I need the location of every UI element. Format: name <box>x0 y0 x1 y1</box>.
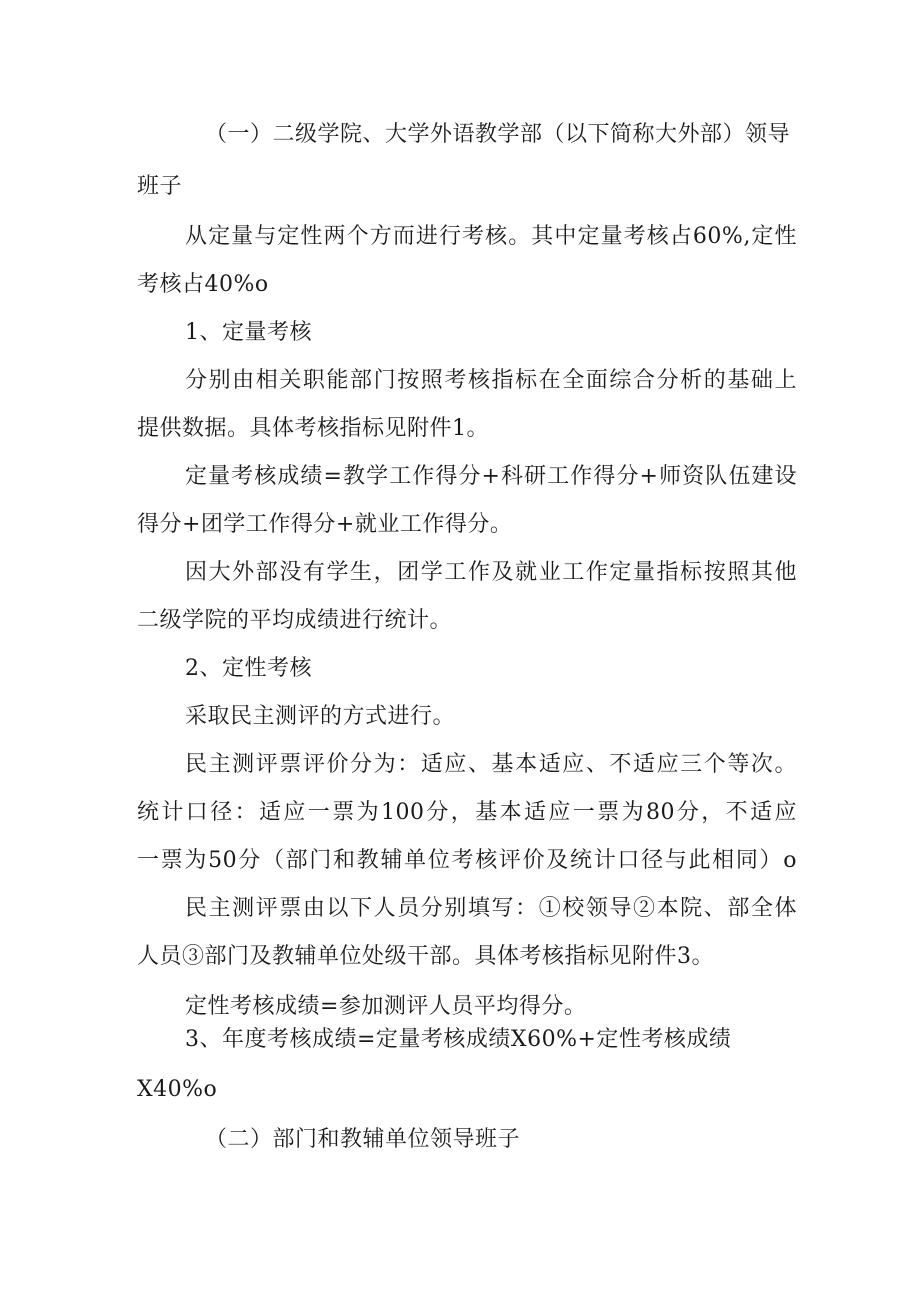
paragraph4-line2: 二级学院的平均成绩进行统计。 <box>137 608 453 633</box>
paragraph6-line2: 统计口径：适应一票为100分，基本适应一票为80分，不适应 <box>137 800 797 825</box>
paragraph2-line1: 分别由相关职能部门按照考核指标在全面综合分析的基础上 <box>185 368 797 393</box>
subheading-quantitative: 1、定量考核 <box>185 320 312 345</box>
paragraph5-line1: 采取民主测评的方式进行。 <box>185 704 456 729</box>
subheading-annual-score-line2: X40%o <box>137 1077 218 1102</box>
paragraph3-line2: 得分+团学工作得分+就业工作得分。 <box>137 512 513 537</box>
section1-heading-line1: （一）二级学院、大学外语教学部（以下简称大外部）领导 <box>205 122 791 147</box>
paragraph7-line2: 人员③部门及教辅单位处级干部。具体考核指标见附件3。 <box>137 944 714 969</box>
paragraph3-line1: 定量考核成绩=教学工作得分+科研工作得分+师资队伍建设 <box>185 464 797 489</box>
paragraph6-line1: 民主测评票评价分为：适应、基本适应、不适应三个等次。 <box>185 752 797 777</box>
paragraph7-line1: 民主测评票由以下人员分别填写：①校领导②本院、部全体 <box>185 896 797 921</box>
subheading-qualitative: 2、定性考核 <box>185 656 312 681</box>
paragraph1-line1: 从定量与定性两个方而进行考核。其中定量考核占60%,定性 <box>185 224 797 249</box>
section1-heading-line2: 班子 <box>137 174 183 199</box>
subheading-annual-score-line1: 3、年度考核成绩=定量考核成绩X60%+定性考核成绩 <box>185 1027 732 1052</box>
paragraph6-line3: 一票为50分（部门和教辅单位考核评价及统计口径与此相同）o <box>137 848 797 873</box>
paragraph2-line2: 提供数据。具体考核指标见附件1。 <box>137 416 489 441</box>
section2-heading: （二）部门和教辅单位领导班子 <box>205 1127 521 1152</box>
paragraph1-line2: 考核占40%o <box>137 272 269 297</box>
paragraph4-line1: 因大外部没有学生，团学工作及就业工作定量指标按照其他 <box>185 560 797 585</box>
paragraph8-line1: 定性考核成绩=参加测评人员平均得分。 <box>185 994 587 1019</box>
